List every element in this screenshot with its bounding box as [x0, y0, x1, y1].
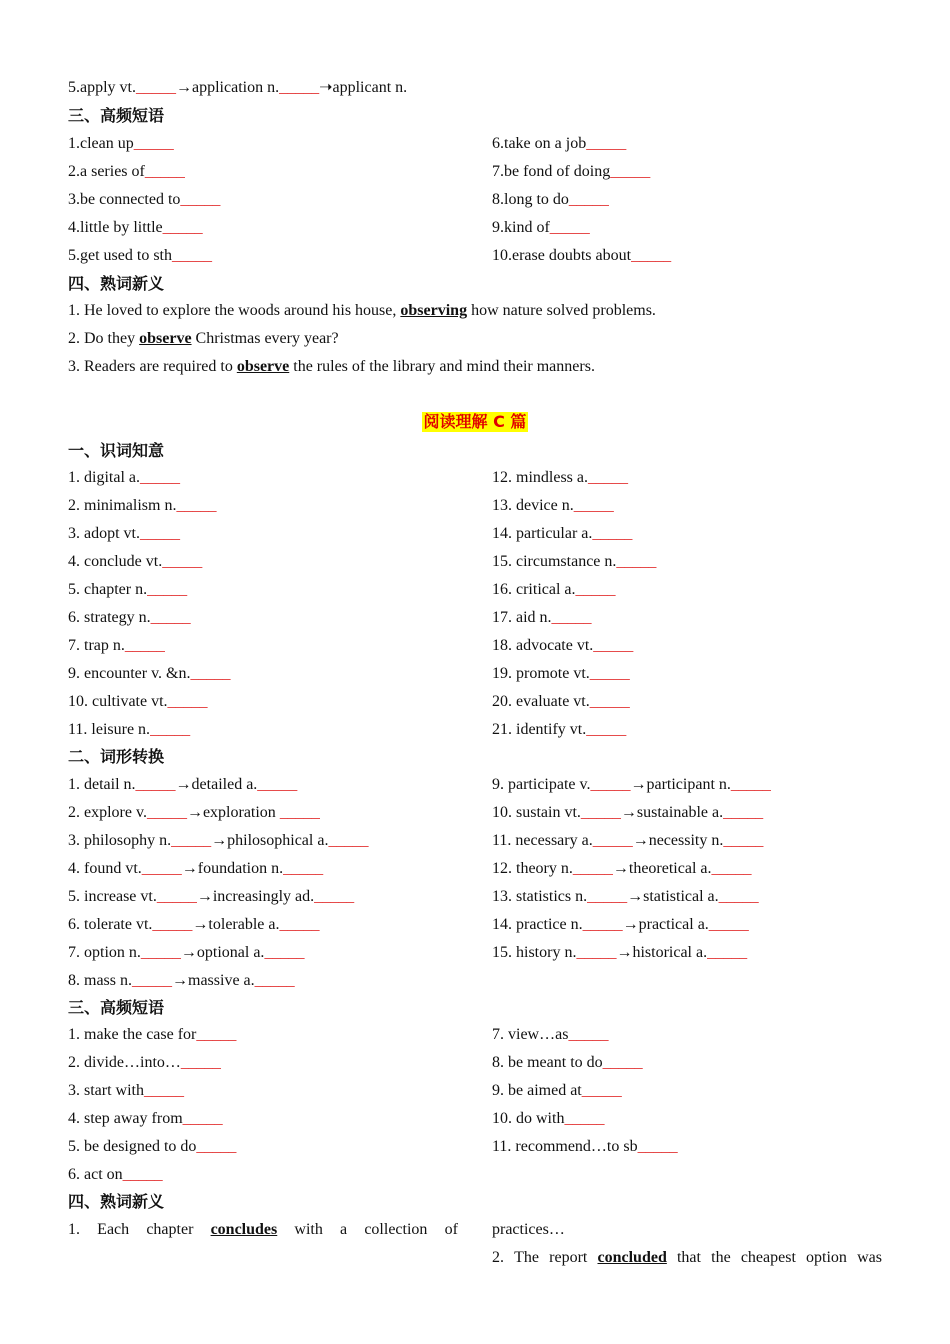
word-form-item	[492, 775, 771, 795]
item-text: 15. circumstance n.	[492, 553, 617, 570]
answer-blank[interactable]: _____	[568, 1026, 609, 1043]
answer-blank[interactable]: _____	[723, 804, 764, 821]
section-title-wrap	[0, 412, 950, 432]
answer-blank[interactable]: _____	[132, 972, 172, 989]
answer-blank[interactable]: _____	[152, 916, 193, 933]
answer-blank[interactable]: _____	[573, 497, 614, 514]
item-text: 1. detail n.	[68, 776, 136, 793]
item-text: 12. mindless a.	[492, 469, 588, 486]
item-text: 7.be fond of doing	[492, 163, 611, 180]
item-text: 11. leisure n.	[68, 721, 151, 738]
answer-blank[interactable]: _____	[707, 944, 748, 961]
sentence-word: a	[340, 1221, 348, 1238]
answer-blank[interactable]: _____	[582, 916, 623, 933]
item-text: →detailed a.	[175, 776, 258, 793]
item-text: 1. digital a.	[68, 469, 140, 486]
list-item	[492, 1053, 643, 1073]
item-text: 3. adopt vt.	[68, 525, 140, 542]
item-text: 2. explore v.	[68, 804, 147, 821]
list-item	[68, 1081, 184, 1101]
example-sentence-2	[492, 1248, 882, 1268]
answer-blank[interactable]: _____	[590, 776, 631, 793]
answer-blank[interactable]: _____	[586, 135, 627, 152]
list-item	[68, 1053, 221, 1073]
item-text: →massive a.	[172, 972, 255, 989]
sentence-text: how nature solved problems.	[467, 302, 656, 319]
answer-blank[interactable]: _____	[147, 581, 188, 598]
section-heading-word-forms: 二、词形转换	[68, 747, 165, 766]
answer-blank[interactable]: _____	[172, 247, 212, 264]
item-text: →participant n.	[630, 776, 731, 793]
sentence-text: the rules of the library and mind their manners.	[289, 358, 595, 375]
list-item	[492, 1109, 604, 1129]
item-text: 14. particular a.	[492, 525, 593, 542]
item-text: 4. step away from	[68, 1110, 183, 1127]
word-form-item	[492, 859, 752, 879]
answer-blank[interactable]: _____	[610, 163, 651, 180]
list-item	[492, 1025, 608, 1045]
answer-blank[interactable]: _____	[124, 637, 165, 654]
answer-blank[interactable]: _____	[723, 832, 764, 849]
sentence-word: with	[294, 1221, 323, 1238]
example-sentence-1-continued: practices…	[492, 1221, 565, 1238]
answer-blank[interactable]: _____	[588, 469, 628, 486]
sentence-word: chapter	[146, 1221, 194, 1238]
section-heading-new-meanings-c: 四、熟词新义	[68, 1192, 165, 1211]
answer-blank[interactable]: _____	[576, 944, 617, 961]
answer-blank[interactable]: _____	[586, 721, 627, 738]
list-item	[68, 134, 174, 154]
item-text: 10.erase doubts about	[492, 247, 632, 264]
item-text: 3. start with	[68, 1082, 144, 1099]
answer-blank[interactable]: _____	[589, 665, 630, 682]
answer-blank[interactable]: _____	[589, 693, 630, 710]
answer-blank[interactable]: _____	[279, 804, 320, 821]
keyword: observe	[236, 358, 290, 375]
item-text: 12. theory n.	[492, 860, 573, 877]
answer-blank[interactable]: _____	[592, 832, 633, 849]
item-text: 6. tolerate vt.	[68, 916, 153, 933]
item-text: →philosophical a.	[211, 832, 329, 849]
word-form-item	[492, 943, 747, 963]
item-text: →sustainable a.	[620, 804, 724, 821]
item-text: 15. history n.	[492, 944, 577, 961]
item-text: 5.get used to sth	[68, 247, 172, 264]
list-item	[492, 190, 609, 210]
item-text: 14. practice n.	[492, 916, 583, 933]
word-form-item	[68, 915, 320, 935]
list-item	[492, 636, 633, 656]
sentence-word: The	[514, 1249, 540, 1266]
apply-word-form-line	[68, 78, 407, 98]
answer-blank[interactable]: _____	[637, 1138, 678, 1155]
answer-blank[interactable]: _____	[171, 832, 212, 849]
item-text: 21. identify vt.	[492, 721, 587, 738]
item-text: 3.be connected to	[68, 191, 181, 208]
answer-blank[interactable]: _____	[254, 972, 295, 989]
sentence-word: report	[549, 1249, 588, 1266]
item-text: →tolerable a.	[192, 916, 280, 933]
answer-blank[interactable]: _____	[711, 860, 752, 877]
answer-blank[interactable]: _____	[182, 1110, 223, 1127]
answer-blank[interactable]: _____	[283, 860, 324, 877]
example-sentence-1	[68, 1220, 458, 1240]
list-item	[492, 608, 592, 628]
item-text: 1.clean up	[68, 135, 134, 152]
list-item	[492, 552, 656, 572]
answer-blank[interactable]: _____	[279, 79, 320, 96]
keyword: concludes	[210, 1221, 278, 1238]
sentence-text: 3. Readers are required to	[68, 358, 237, 375]
word-text: ➝applicant n.	[319, 79, 408, 96]
list-item	[68, 664, 230, 684]
word-form-item	[492, 831, 763, 851]
answer-blank[interactable]: _____	[708, 916, 749, 933]
answer-blank[interactable]: _____	[162, 553, 203, 570]
answer-blank[interactable]: _____	[631, 247, 672, 264]
keyword: observing	[400, 302, 468, 319]
sentence-word: that	[676, 1249, 701, 1266]
list-item	[492, 1137, 678, 1157]
word-form-item	[68, 971, 295, 991]
answer-blank[interactable]: _____	[616, 553, 657, 570]
answer-blank[interactable]: _____	[139, 469, 180, 486]
answer-blank[interactable]: _____	[144, 1082, 184, 1099]
sentence-text: 1. He loved to explore the woods around his house,	[68, 302, 401, 319]
answer-blank[interactable]: _____	[587, 888, 628, 905]
answer-blank[interactable]: _____	[150, 721, 191, 738]
answer-blank[interactable]: _____	[196, 1026, 237, 1043]
sentence-word: cheapest	[740, 1249, 796, 1266]
answer-blank[interactable]: _____	[568, 191, 609, 208]
list-item	[68, 190, 220, 210]
item-text: 9.kind of	[492, 219, 550, 236]
item-text: 4.little by little	[68, 219, 163, 236]
list-item	[68, 246, 212, 266]
list-item	[68, 468, 180, 488]
list-item	[68, 1109, 223, 1129]
section-heading-vocab: 一、识词知意	[68, 441, 165, 460]
section-heading-new-meanings: 四、熟词新义	[68, 274, 165, 293]
reading-c-title: 阅读理解 C 篇	[423, 412, 527, 431]
list-item	[68, 524, 180, 544]
answer-blank[interactable]: _____	[314, 888, 355, 905]
list-item	[492, 524, 632, 544]
answer-blank[interactable]: _____	[162, 219, 203, 236]
word-form-item	[68, 775, 297, 795]
list-item	[68, 1137, 236, 1157]
word-text: 5.apply vt.	[68, 79, 136, 96]
item-text: 17. aid n.	[492, 609, 552, 626]
list-item	[492, 162, 650, 182]
sentence-text: Christmas every year?	[191, 330, 339, 347]
answer-blank[interactable]: _____	[730, 776, 771, 793]
item-text: 7. view…as	[492, 1026, 569, 1043]
item-text: →theoretical a.	[612, 860, 712, 877]
item-text: 6. strategy n.	[68, 609, 151, 626]
answer-blank[interactable]: _____	[279, 916, 320, 933]
answer-blank[interactable]: _____	[264, 944, 305, 961]
answer-blank[interactable]: _____	[180, 1054, 221, 1071]
answer-blank[interactable]: _____	[144, 163, 185, 180]
answer-blank[interactable]: _____	[572, 860, 613, 877]
keyword: concluded	[597, 1249, 667, 1266]
item-text: 10. do with	[492, 1110, 565, 1127]
list-item	[68, 720, 190, 740]
item-text: 9. be aimed at	[492, 1082, 582, 1099]
answer-blank[interactable]: _____	[593, 637, 634, 654]
answer-blank[interactable]: _____	[575, 581, 616, 598]
item-text: →necessity n.	[632, 832, 724, 849]
item-text: 5. chapter n.	[68, 581, 148, 598]
answer-blank[interactable]: _____	[140, 944, 181, 961]
answer-blank[interactable]: _____	[328, 832, 369, 849]
list-item	[68, 692, 208, 712]
item-text: →exploration	[186, 804, 280, 821]
answer-blank[interactable]: _____	[549, 219, 590, 236]
item-text: 4. conclude vt.	[68, 553, 163, 570]
list-item	[492, 664, 630, 684]
answer-blank[interactable]: _____	[196, 1138, 237, 1155]
item-text: 3. philosophy n.	[68, 832, 172, 849]
answer-blank[interactable]: _____	[564, 1110, 605, 1127]
item-text: 7. trap n.	[68, 637, 125, 654]
answer-blank[interactable]: _____	[551, 609, 592, 626]
list-item	[68, 608, 191, 628]
keyword: observe	[139, 330, 192, 347]
answer-blank[interactable]: _____	[140, 525, 180, 542]
item-text: 8. mass n.	[68, 972, 132, 989]
word-form-item	[68, 859, 323, 879]
word-form-item	[68, 803, 320, 823]
list-item	[68, 218, 203, 238]
word-text: →application n.	[176, 79, 280, 96]
item-text: 9. participate v.	[492, 776, 591, 793]
item-text: 4. found vt.	[68, 860, 142, 877]
item-text: 13. device n.	[492, 497, 574, 514]
list-item	[68, 1025, 236, 1045]
word-form-item	[492, 887, 759, 907]
answer-blank[interactable]: _____	[176, 497, 217, 514]
sentence-word: of	[444, 1221, 458, 1238]
list-item	[492, 134, 626, 154]
item-text: 2.a series of	[68, 163, 145, 180]
item-text: 1. make the case for	[68, 1026, 197, 1043]
answer-blank[interactable]: _____	[718, 888, 759, 905]
sentence-word: 1.	[68, 1221, 80, 1238]
item-text: 2. minimalism n.	[68, 497, 177, 514]
item-text: 8. be meant to do	[492, 1054, 603, 1071]
item-text: 13. statistics n.	[492, 888, 588, 905]
answer-blank[interactable]: _____	[156, 888, 197, 905]
item-text: 2. divide…into…	[68, 1054, 181, 1071]
item-text: 6.take on a job	[492, 135, 587, 152]
word-form-item	[68, 887, 354, 907]
word-form-item	[492, 803, 763, 823]
item-text: 8.long to do	[492, 191, 569, 208]
section-heading-phrases-c: 三、高频短语	[68, 998, 165, 1017]
item-text: 5. be designed to do	[68, 1138, 197, 1155]
item-text: →increasingly ad.	[196, 888, 315, 905]
list-item	[492, 720, 626, 740]
example-sentence	[68, 301, 656, 321]
item-text: 7. option n.	[68, 944, 141, 961]
sentence-word: 2.	[492, 1249, 504, 1266]
list-item	[68, 162, 185, 182]
section-heading-phrases: 三、高频短语	[68, 106, 165, 125]
sentence-word: the	[711, 1249, 731, 1266]
list-item	[492, 692, 630, 712]
answer-blank[interactable]: _____	[150, 609, 191, 626]
list-item	[492, 580, 616, 600]
sentence-text: 2. Do they	[68, 330, 140, 347]
answer-blank[interactable]: _____	[592, 525, 633, 542]
answer-blank[interactable]: _____	[135, 776, 176, 793]
list-item	[68, 496, 216, 516]
item-text: 9. encounter v. &n.	[68, 665, 191, 682]
item-text: 20. evaluate vt.	[492, 693, 590, 710]
word-form-item	[68, 831, 368, 851]
sentence-word: Each	[97, 1221, 130, 1238]
answer-blank[interactable]: _____	[190, 665, 231, 682]
item-text: 11. recommend…to sb	[492, 1138, 638, 1155]
answer-blank[interactable]: _____	[133, 135, 174, 152]
item-text: 6. act on	[68, 1166, 123, 1183]
item-text: 11. necessary a.	[492, 832, 593, 849]
answer-blank[interactable]: _____	[602, 1054, 643, 1071]
list-item	[68, 580, 187, 600]
sentence-word: collection	[364, 1221, 428, 1238]
item-text: 18. advocate vt.	[492, 637, 594, 654]
word-form-item	[492, 915, 749, 935]
answer-blank[interactable]: _____	[581, 1082, 622, 1099]
item-text: 10. sustain vt.	[492, 804, 581, 821]
answer-blank[interactable]: _____	[122, 1166, 163, 1183]
answer-blank[interactable]: _____	[141, 860, 182, 877]
list-item	[68, 552, 202, 572]
answer-blank[interactable]: _____	[136, 79, 176, 96]
item-text: →optional a.	[180, 944, 265, 961]
answer-blank[interactable]: _____	[146, 804, 187, 821]
list-item	[492, 246, 671, 266]
list-item	[68, 1165, 163, 1185]
sentence-word: option	[806, 1249, 847, 1266]
list-item	[492, 496, 614, 516]
item-text: 19. promote vt.	[492, 665, 590, 682]
list-item	[68, 636, 165, 656]
example-sentence	[68, 357, 595, 377]
item-text: →historical a.	[616, 944, 708, 961]
answer-blank[interactable]: _____	[180, 191, 221, 208]
answer-blank[interactable]: _____	[167, 693, 208, 710]
item-text: 5. increase vt.	[68, 888, 157, 905]
item-text: →foundation n.	[181, 860, 284, 877]
answer-blank[interactable]: _____	[580, 804, 621, 821]
answer-blank[interactable]: _____	[257, 776, 298, 793]
item-text: 10. cultivate vt.	[68, 693, 168, 710]
item-text: →practical a.	[622, 916, 709, 933]
list-item	[492, 1081, 622, 1101]
list-item	[492, 218, 590, 238]
sentence-word: was	[857, 1249, 882, 1266]
list-item	[492, 468, 628, 488]
item-text: →statistical a.	[627, 888, 719, 905]
word-form-item	[68, 943, 304, 963]
example-sentence	[68, 329, 339, 349]
item-text: 16. critical a.	[492, 581, 576, 598]
